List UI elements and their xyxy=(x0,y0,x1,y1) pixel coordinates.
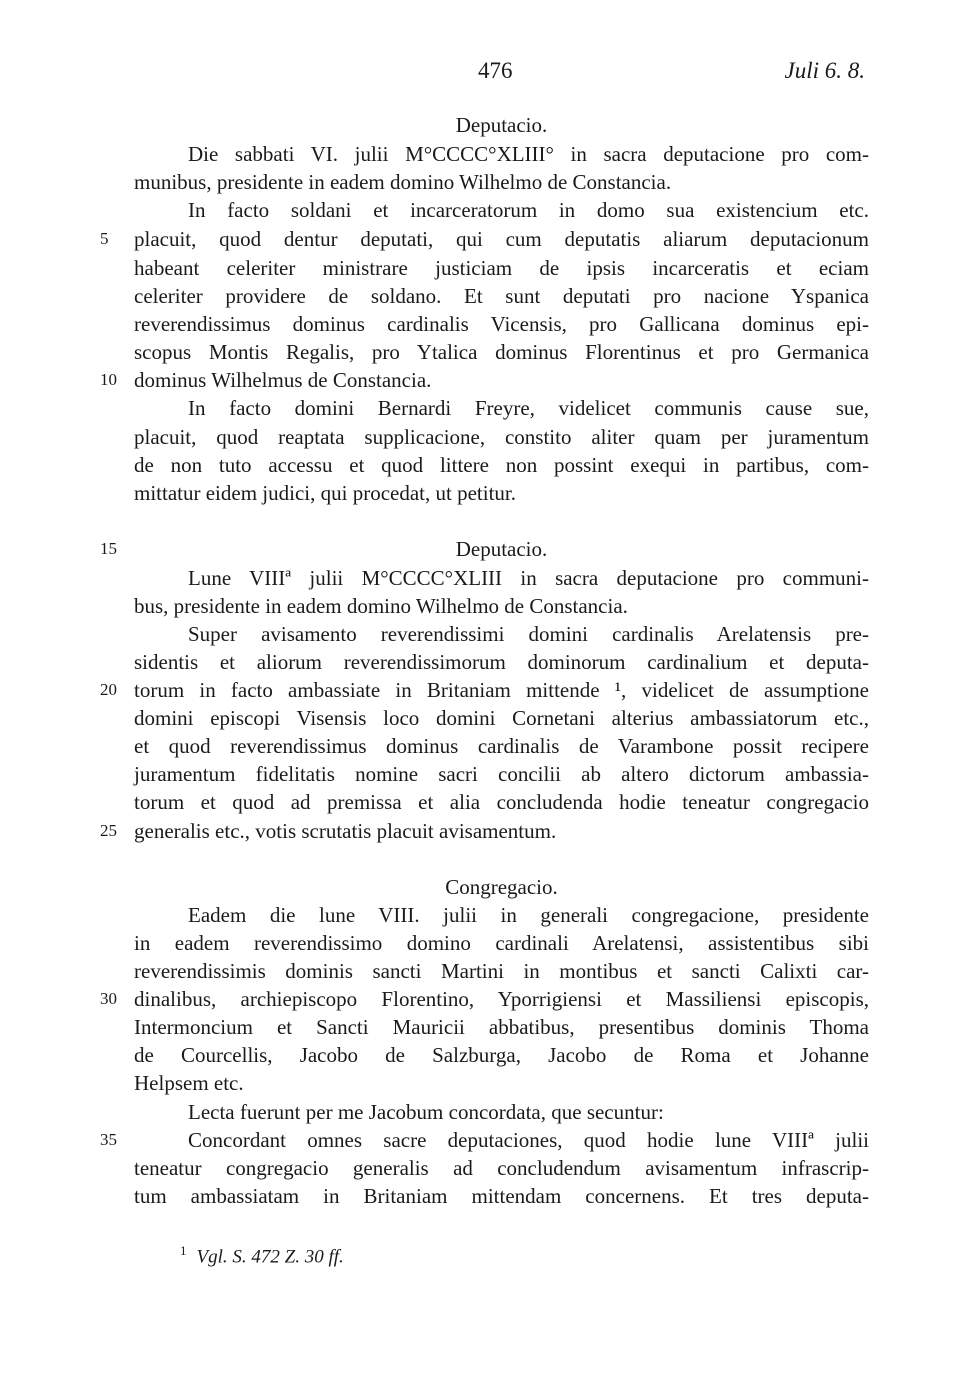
text-line: reverendissimis dominis sancti Martini in montibus et sancti Calixti car- xyxy=(134,959,869,983)
line-number-25: 25 xyxy=(100,821,117,840)
line-number-35: 35 xyxy=(100,1130,117,1149)
line-number-30: 30 xyxy=(100,989,117,1008)
text-line: scopus Montis Regalis, pro Ytalica dominus Florentinus et pro Germanica xyxy=(134,340,869,364)
text-line: Intermoncium et Sancti Mauricii abbatibus, presentibus dominis Thoma xyxy=(134,1015,869,1039)
line-number-20: 20 xyxy=(100,680,117,699)
page-number: 476 xyxy=(478,58,513,83)
text-line: teneatur congregacio generalis ad concludendum avisamentum infrascrip- xyxy=(134,1156,869,1180)
text-line: dinalibus, archiepiscopo Florentino, Yporrigiensi et Massiliensi episcopis, xyxy=(134,987,869,1011)
text-line: Lune VIIIª julii M°CCCC°XLIII in sacra deputacione pro communi- xyxy=(188,566,869,590)
footnote-marker: 1 xyxy=(180,1243,187,1258)
text-line: torum in facto ambassiate in Britaniam mittende ¹, videlicet de assumptione xyxy=(134,678,869,702)
text-line: placuit, quod dentur deputati, qui cum deputatis aliarum deputacionum xyxy=(134,227,869,251)
text-line: bus, presidente in eadem domino Wilhelmo de Constancia. xyxy=(134,594,628,618)
text-line: Concordant omnes sacre deputaciones, quod hodie lune VIIIª julii xyxy=(188,1128,869,1152)
section-heading-congregacio: Congregacio. xyxy=(445,875,558,899)
text-line: in eadem reverendissimo domino cardinali Arelatensi, assistentibus sibi xyxy=(134,931,869,955)
text-line: Super avisamento reverendissimi domini cardinalis Arelatensis pre- xyxy=(188,622,869,646)
line-number-10: 10 xyxy=(100,370,117,389)
footnote-text: Vgl. S. 472 Z. 30 ff. xyxy=(196,1246,344,1268)
line-number-15: 15 xyxy=(100,539,117,558)
text-line: tum ambassiatam in Britaniam mittendam concernens. Et tres deputa- xyxy=(134,1184,869,1208)
text-line: et quod reverendissimus dominus cardinalis de Varambone possit recipere xyxy=(134,734,869,758)
section-heading-deputacio-1: Deputacio. xyxy=(455,113,548,137)
text-line: reverendissimus dominus cardinalis Vicensis, pro Gallicana dominus epi- xyxy=(134,312,869,336)
section-heading-deputacio-2: Deputacio. xyxy=(455,537,548,561)
text-line: In facto soldani et incarceratorum in domo sua existencium etc. xyxy=(188,198,869,222)
text-line: Helpsem etc. xyxy=(134,1071,244,1095)
text-line: domini episcopi Visensis loco domini Cornetani alterius ambassiatorum etc., xyxy=(134,706,869,730)
text-line: torum et quod ad premissa et alia concludenda hodie teneatur congregacio xyxy=(134,790,869,814)
line-number-5: 5 xyxy=(100,229,109,248)
text-line: munibus, presidente in eadem domino Wilhelmo de Constancia. xyxy=(134,170,672,194)
text-line: Lecta fuerunt per me Jacobum concordata, que secuntur: xyxy=(188,1100,664,1124)
text-line: generalis etc., votis scrutatis placuit avisamentum. xyxy=(134,819,557,843)
text-line: juramentum fidelitatis nomine sacri concilii ab altero dictorum ambassia- xyxy=(134,762,869,786)
text-line: mittatur eidem judici, qui procedat, ut petitur. xyxy=(134,481,516,505)
text-line: celeriter providere de soldano. Et sunt deputati pro nacione Yspanica xyxy=(134,284,869,308)
text-line: dominus Wilhelmus de Constancia. xyxy=(134,368,432,392)
running-head: Juli 6. 8. xyxy=(784,58,865,83)
text-line: Eadem die lune VIII. julii in generali congregacione, presidente xyxy=(188,903,869,927)
text-line: Die sabbati VI. julii M°CCCC°XLIII° in sacra deputacione pro com- xyxy=(188,142,869,166)
text-line: de non tuto accessu et quod littere non possint exequi in partibus, com- xyxy=(134,453,869,477)
footnote xyxy=(180,1243,344,1268)
text-line: In facto domini Bernardi Freyre, videlicet communis cause sue, xyxy=(188,396,869,420)
text-line: habeant celeriter ministrare justiciam de ipsis incarceratis et eciam xyxy=(134,256,869,280)
text-line: de Courcellis, Jacobo de Salzburga, Jacobo de Roma et Johanne xyxy=(134,1043,869,1067)
text-line: placuit, quod reaptata supplicacione, constito aliter quam per juramentum xyxy=(134,425,869,449)
text-line: sidentis et aliorum reverendissimorum dominorum cardinalium et deputa- xyxy=(134,650,869,674)
page-header xyxy=(0,58,960,88)
